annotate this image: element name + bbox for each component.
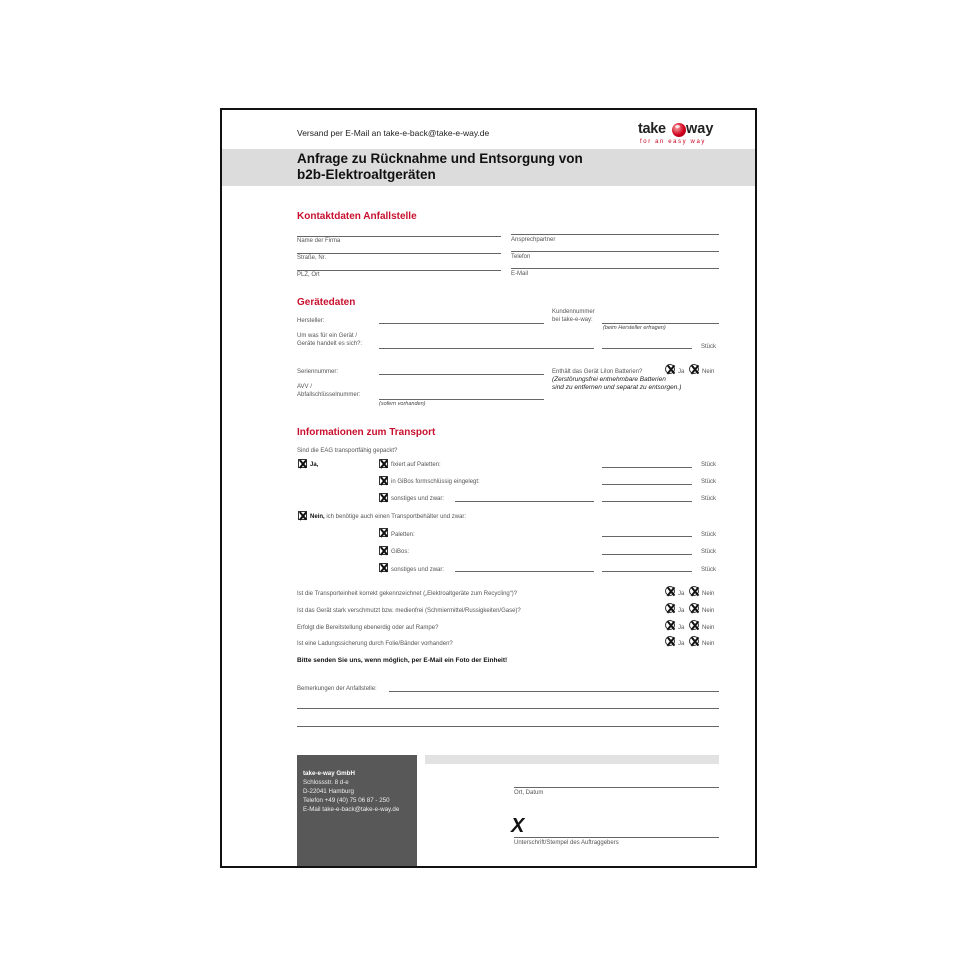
company-name: take-e-way GmbH (303, 770, 355, 777)
avv-field[interactable] (379, 399, 544, 400)
question-ramp-no-label: Nein (702, 625, 715, 631)
battery-yes-checkbox[interactable] (665, 364, 675, 374)
company-address (297, 755, 417, 814)
city-field[interactable] (297, 270, 501, 271)
device-section-heading: Gerätedaten (297, 297, 356, 308)
avv-label-line-1: AVV / (297, 384, 312, 390)
remarks-field-line-1[interactable] (389, 691, 719, 692)
manufacturer-label: Hersteller: (297, 318, 325, 324)
option-gibos-pieces-field[interactable] (602, 484, 692, 485)
phone-label: Telefon (511, 254, 531, 260)
customer-number-note: (beim Hersteller erfragen) (603, 325, 666, 331)
form-page (220, 108, 757, 868)
question-securing: Ist eine Ladungssicherung durch Folie/Bänder vorhanden? (297, 641, 453, 647)
street-field[interactable] (297, 253, 501, 254)
red-ball-logo-icon (672, 123, 686, 137)
place-date-field[interactable] (514, 787, 719, 788)
need-gibos-pieces-field[interactable] (602, 554, 692, 555)
packed-no-checkbox[interactable] (298, 511, 307, 520)
contact-person-label: Ansprechpartner (511, 237, 556, 243)
need-other-label: sonstiges und zwar: (391, 567, 445, 573)
need-pallets-pieces-field[interactable] (602, 536, 692, 537)
option-other-pieces-field[interactable] (602, 501, 692, 502)
customer-number-label-line-2: bei take-e-way: (552, 317, 593, 323)
option-gibos-label: in GiBos formschlüssig eingelegt: (391, 479, 480, 485)
company-address-box (297, 755, 417, 868)
question-ramp-yes-label: Ja (678, 625, 685, 631)
form-title-line-2: b2b-Elektroaltgeräten (297, 167, 436, 182)
question-labeling-no-checkbox[interactable] (689, 586, 699, 596)
email-label: E-Mail (511, 271, 529, 277)
question-labeling: Ist die Transporteinheit korrekt gekennzeichnet („Elektroaltgeräte zum Recycling“)? (297, 591, 518, 597)
need-gibos-checkbox[interactable] (379, 546, 388, 555)
signature-band (425, 755, 719, 764)
need-other-checkbox[interactable] (379, 563, 388, 572)
transport-question: Sind die EAG transportfähig gepackt? (297, 448, 398, 454)
company-email: E-Mail take-e-back@take-e-way.de (303, 806, 400, 813)
option-other-text-field[interactable] (455, 501, 594, 502)
company-street: Schlossstr. 8 d-e (303, 779, 349, 786)
signature-label: Unterschrift/Stempel des Auftraggebers (514, 840, 619, 846)
question-soiling-yes-label: Ja (678, 608, 685, 614)
device-type-field[interactable] (379, 348, 594, 349)
device-type-label-line-2: Geräte handelt es sich?: (297, 341, 363, 347)
need-other-pieces-unit: Stück (701, 567, 717, 573)
question-securing-yes-label: Ja (678, 641, 685, 647)
question-ramp-no-checkbox[interactable] (689, 620, 699, 630)
place-date-label: Ort, Datum (514, 790, 544, 796)
need-pallets-pieces-unit: Stück (701, 532, 717, 538)
packed-yes-checkbox[interactable] (298, 459, 307, 468)
option-gibos-checkbox[interactable] (379, 476, 388, 485)
battery-note (552, 376, 681, 392)
battery-no-label: Nein (702, 369, 715, 375)
photo-notice: Bitte senden Sie uns, wenn möglich, per E-Mail ein Foto der Einheit! (297, 657, 508, 664)
signature-field[interactable] (514, 837, 719, 838)
email-field[interactable] (511, 268, 719, 269)
question-labeling-yes-checkbox[interactable] (665, 586, 675, 596)
question-securing-no-label: Nein (702, 641, 715, 647)
remarks-field-line-2[interactable] (297, 708, 719, 709)
street-label: Straße, Nr. (297, 255, 327, 261)
logo-text-take: take (638, 121, 666, 137)
city-label: PLZ, Ort (297, 272, 320, 278)
company-name-label: Name der Firma (297, 238, 341, 244)
logo-text-way: way (686, 121, 714, 137)
email-instruction: Versand per E-Mail an take-e-back@take-e-way.de (297, 128, 490, 138)
battery-note-line-1: (Zerstörungsfrei entnehmbare Batterien (552, 376, 666, 383)
form-title-line-1: Anfrage zu Rücknahme und Entsorgung von (297, 151, 583, 166)
question-labeling-yes-label: Ja (678, 591, 685, 597)
avv-note: (sofern vorhanden) (379, 401, 426, 407)
customer-number-label-line-1: Kundennummer (552, 309, 595, 315)
remarks-label: Bemerkungen der Anfallstelle: (297, 686, 377, 692)
need-gibos-pieces-unit: Stück (701, 549, 717, 555)
question-securing-yes-checkbox[interactable] (665, 636, 675, 646)
option-gibos-pieces-unit: Stück (701, 479, 717, 485)
contact-person-field[interactable] (511, 234, 719, 235)
take-e-way-logo (632, 118, 722, 148)
need-pallets-checkbox[interactable] (379, 528, 388, 537)
avv-label (297, 383, 360, 399)
signature-mark: X (511, 815, 525, 837)
packed-no-text (310, 513, 466, 521)
packed-yes-label: Ja, (310, 462, 319, 468)
question-ramp-yes-checkbox[interactable] (665, 620, 675, 630)
contact-section-heading: Kontaktdaten Anfallstelle (297, 211, 417, 222)
device-pieces-unit: Stück (701, 344, 717, 350)
battery-question: Enthält das Gerät LiIon Batterien? (552, 369, 643, 375)
question-labeling-no-label: Nein (702, 591, 715, 597)
need-pallets-label: Paletten: (391, 532, 415, 538)
option-other-pieces-unit: Stück (701, 496, 717, 502)
question-soiling-no-checkbox[interactable] (689, 603, 699, 613)
battery-yes-label: Ja (678, 369, 685, 375)
company-city: D-22041 Hamburg (303, 788, 354, 795)
phone-field[interactable] (511, 251, 719, 252)
manufacturer-field[interactable] (379, 323, 544, 324)
logo-tagline: for an easy way (640, 139, 707, 145)
question-soiling: Ist das Gerät stark verschmutzt bzw. medienfrei (Schmiermittel/Russigkeiten/Gase)? (297, 608, 521, 614)
device-pieces-field[interactable] (602, 348, 692, 349)
transport-section-heading: Informationen zum Transport (297, 427, 436, 438)
option-pallets-fixed-pieces-field[interactable] (602, 467, 692, 468)
need-other-text-field[interactable] (455, 571, 594, 572)
device-type-label-line-1: Um was für ein Gerät / (297, 333, 358, 339)
option-pallets-fixed-label: fixiert auf Paletten: (391, 462, 441, 468)
need-gibos-label: GiBos: (391, 549, 410, 555)
option-pallets-fixed-pieces-unit: Stück (701, 462, 717, 468)
company-phone: Telefon +49 (40) 75 06 87 - 250 (303, 797, 390, 804)
form-title (297, 151, 583, 183)
need-other-pieces-field[interactable] (602, 571, 692, 572)
question-securing-no-checkbox[interactable] (689, 636, 699, 646)
option-other-checkbox[interactable] (379, 493, 388, 502)
question-soiling-no-label: Nein (702, 608, 715, 614)
battery-no-checkbox[interactable] (689, 364, 699, 374)
packed-no-description: ich benötige auch einen Transportbehälter und zwar: (324, 514, 467, 520)
customer-number-label (552, 308, 595, 324)
option-other-label: sonstiges und zwar: (391, 496, 445, 502)
serial-number-field[interactable] (379, 374, 544, 375)
serial-number-label: Seriennummer: (297, 369, 339, 375)
option-pallets-fixed-checkbox[interactable] (379, 459, 388, 468)
remarks-field-line-3[interactable] (297, 726, 719, 727)
question-soiling-yes-checkbox[interactable] (665, 603, 675, 613)
battery-note-line-2: sind zu entfernen und separat zu entsorgen.) (552, 384, 682, 391)
packed-no-label: Nein, (310, 514, 325, 520)
avv-label-line-2: Abfallschlüsselnummer: (297, 392, 361, 398)
device-type-label (297, 332, 362, 348)
customer-number-field[interactable] (602, 323, 719, 324)
question-ramp: Erfolgt die Bereitstellung ebenerdig oder auf Rampe? (297, 625, 439, 631)
